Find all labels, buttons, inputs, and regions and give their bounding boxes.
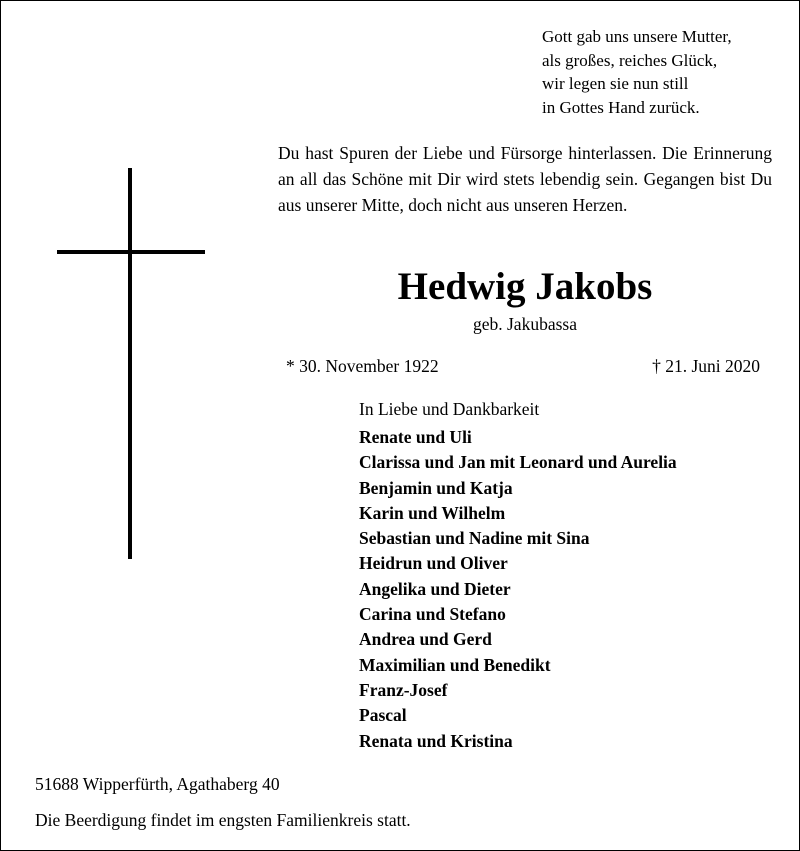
- memorial-text: Du hast Spuren der Liebe und Fürsorge hinterlassen. Die Erinnerung an all das Schöne mit Dir wird stets lebendig sein. Gegangen bist Du aus unserer Mitte, doch nicht aus unseren Herzen.: [278, 143, 772, 215]
- mourners-list: [359, 425, 677, 754]
- poem: [542, 25, 792, 119]
- mourner-name: Clarissa und Jan mit Leonard und Aurelia: [359, 452, 677, 473]
- mourner-name: Andrea und Gerd: [359, 629, 492, 650]
- poem-line: Gott gab uns unsere Mutter,: [542, 27, 732, 46]
- birth-date: * 30. November 1922: [286, 356, 439, 376]
- mourner-name: Sebastian und Nadine mit Sina: [359, 528, 590, 549]
- poem-line: wir legen sie nun still: [542, 74, 689, 93]
- mourner-name: Maximilian und Benedikt: [359, 654, 551, 675]
- mourners-intro: In Liebe und Dankbarkeit: [359, 399, 540, 419]
- mourner-name: Karin und Wilhelm: [359, 502, 506, 523]
- mourner-name: Pascal: [359, 705, 407, 726]
- cross-horizontal-beam: [57, 250, 205, 254]
- poem-line: als großes, reiches Glück,: [542, 50, 718, 70]
- mourner-name: Carina und Stefano: [359, 604, 506, 625]
- address: 51688 Wipperfürth, Agathaberg 40: [35, 774, 280, 794]
- mourner-name: Benjamin und Katja: [359, 477, 513, 498]
- maiden-name: geb. Jakubassa: [472, 314, 577, 334]
- deceased-name: Hedwig Jakobs: [397, 265, 653, 308]
- poem-line: in Gottes Hand zurück.: [542, 97, 700, 117]
- mourner-name: Heidrun und Oliver: [359, 553, 508, 574]
- cross-vertical-beam: [128, 168, 132, 559]
- mourner-name: Renata und Kristina: [359, 730, 513, 751]
- mourner-name: Angelika und Dieter: [359, 578, 511, 599]
- mourner-name: Franz-Josef: [359, 679, 448, 700]
- mourner-name: Renate und Uli: [359, 427, 472, 447]
- death-date: † 21. Juni 2020: [652, 356, 760, 376]
- funeral-note: Die Beerdigung findet im engsten Familienkreis statt.: [35, 810, 411, 830]
